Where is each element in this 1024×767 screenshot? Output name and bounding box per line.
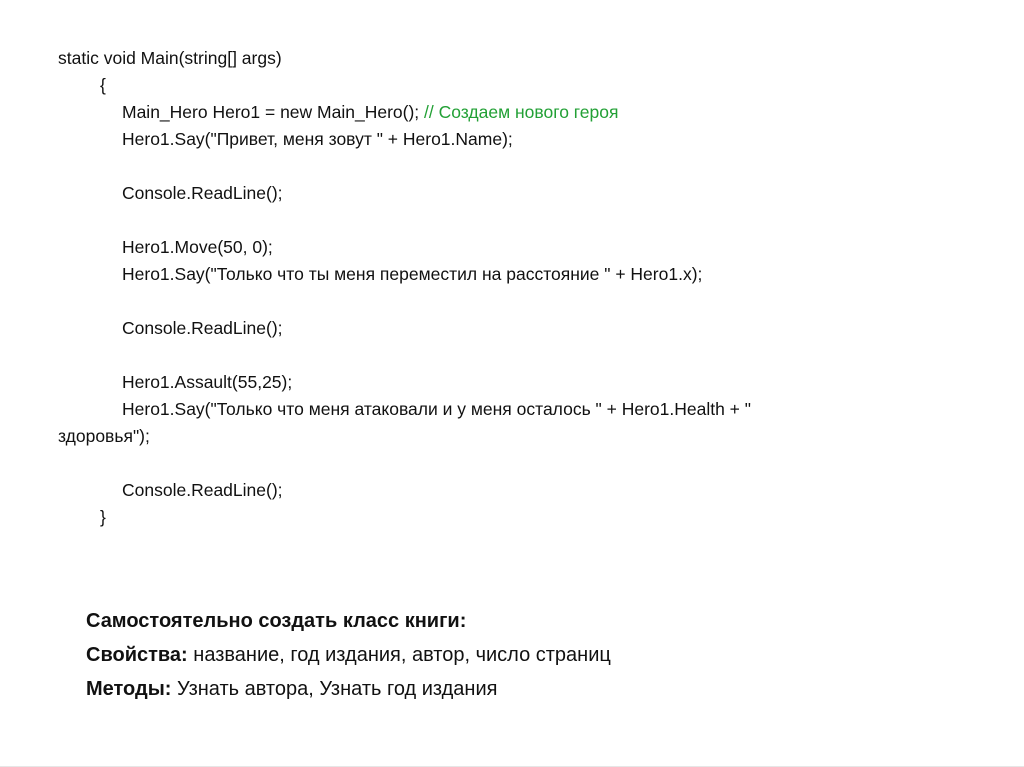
- code-line-readline: Console.ReadLine();: [122, 480, 283, 500]
- code-line-move: Hero1.Move(50, 0);: [122, 237, 273, 257]
- code-open-brace: {: [100, 75, 106, 95]
- assignment-text: [86, 604, 946, 706]
- code-line-say-name: Hero1.Say("Привет, меня зовут " + Hero1.Name);: [122, 129, 513, 149]
- assignment-methods: [86, 672, 946, 706]
- code-blank-line: [58, 207, 978, 234]
- code-line-assault: Hero1.Assault(55,25);: [122, 372, 293, 392]
- code-line-hero-declaration: [58, 99, 978, 126]
- methods-label: Методы:: [86, 678, 172, 700]
- code-line-say-moved: Hero1.Say("Только что ты меня переместил на расстояние " + Hero1.x);: [122, 264, 703, 284]
- properties-text: название, год издания, автор, число страниц: [187, 644, 611, 666]
- code-line-readline: Console.ReadLine();: [122, 183, 283, 203]
- code-line-say-health-continued: здоровья");: [58, 426, 150, 446]
- code-comment: // Создаем нового героя: [424, 102, 619, 122]
- code-blank-line: [58, 288, 978, 315]
- code-line-say-health: Hero1.Say("Только что меня атаковали и у меня осталось " + Hero1.Health + ": [122, 399, 751, 419]
- code-blank-line: [58, 153, 978, 180]
- code-listing: [58, 45, 978, 531]
- code-line-readline: Console.ReadLine();: [122, 318, 283, 338]
- assignment-properties: [86, 638, 946, 672]
- properties-label: Свойства:: [86, 644, 188, 666]
- code-statement: Main_Hero Hero1 = new Main_Hero();: [122, 102, 425, 122]
- code-blank-line: [58, 450, 978, 477]
- code-blank-line: [58, 342, 978, 369]
- code-line-signature: static void Main(string[] args): [58, 48, 282, 68]
- assignment-heading: Самостоятельно создать класс книги:: [86, 610, 467, 632]
- code-close-brace: }: [100, 507, 106, 527]
- methods-text: Узнать автора, Узнать год издания: [171, 678, 498, 700]
